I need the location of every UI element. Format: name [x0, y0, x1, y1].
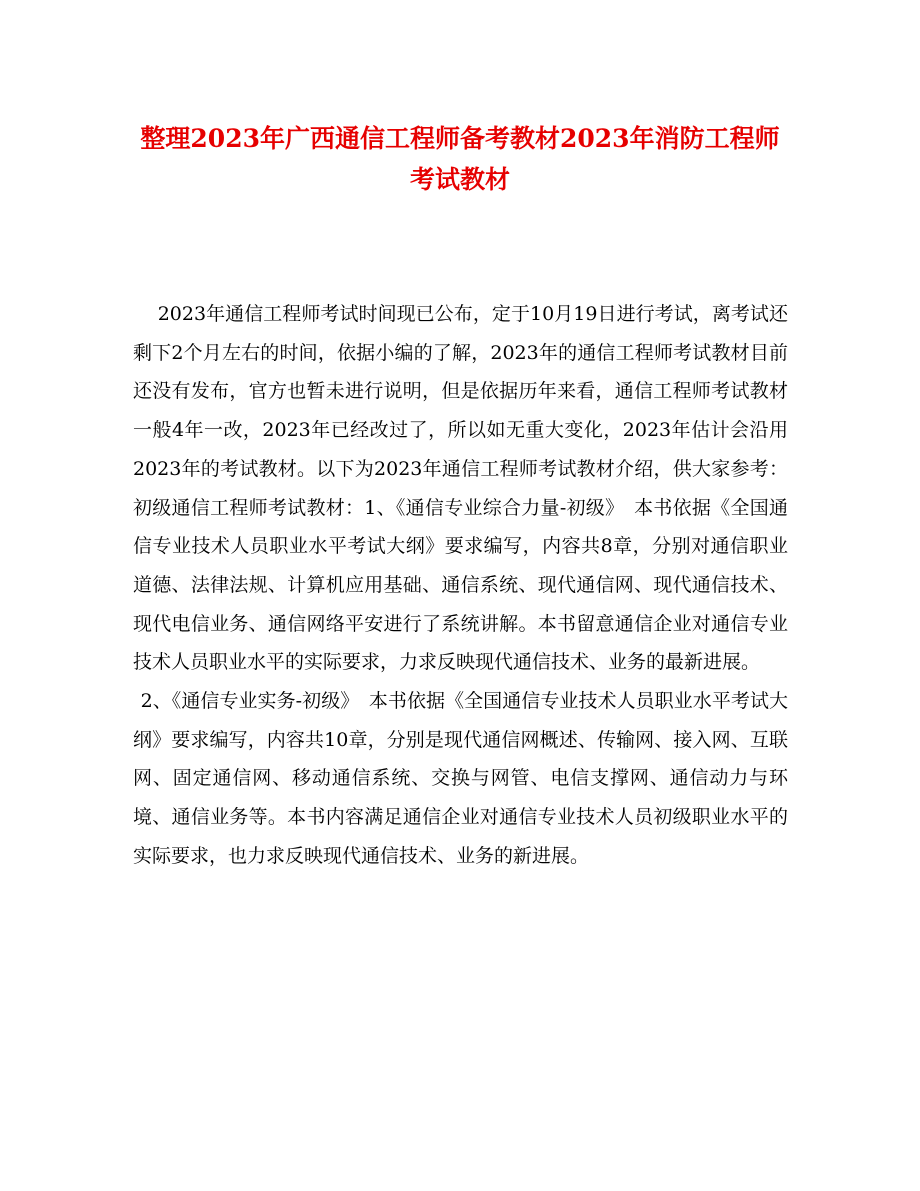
paragraph-1: 2023年通信工程师考试时间现已公布，定于10月19日进行考试，离考试还剩下2个月左右的时间，依据小编的了解，2023年的通信工程师考试教材目前还没有发布，官方也暂未进行说明，但是依据历年来看，通信工程师考试教材一般4年一改，2023年已经改过了，所以如无重大变化，2023年估计会沿用2023年的考试教材。以下为2023年通信工程师考试教材介绍，供大家参考：初级通信工程师考试教材：1、《通信专业综合力量-初级》 本书依据《全国通信专业技术人员职业水平考试大纲》要求编写，内容共8章，分别对通信职业道德、法律法规、计算机应用基础、通信系统、现代通信网、现代通信技术、现代电信业务、通信网络平安进行了系统讲解。本书留意通信企业对通信专业技术人员职业水平的实际要求，力求反映现代通信技术、业务的最新进展。 [133, 303, 788, 674]
document-title: 整理2023年广西通信工程师备考教材2023年消防工程师考试教材 [140, 124, 780, 194]
document-body [133, 295, 788, 876]
paragraph-2: 2、《通信专业实务-初级》 本书依据《全国通信专业技术人员职业水平考试大纲》要求编写，内容共10章，分别是现代通信网概述、传输网、接入网、互联网、固定通信网、移动通信系统、交换与网管、电信支撑网、通信动力与环境、通信业务等。本书内容满足通信企业对通信专业技术人员初级职业水平的实际要求，也力求反映现代通信技术、业务的新进展。 [133, 690, 788, 867]
